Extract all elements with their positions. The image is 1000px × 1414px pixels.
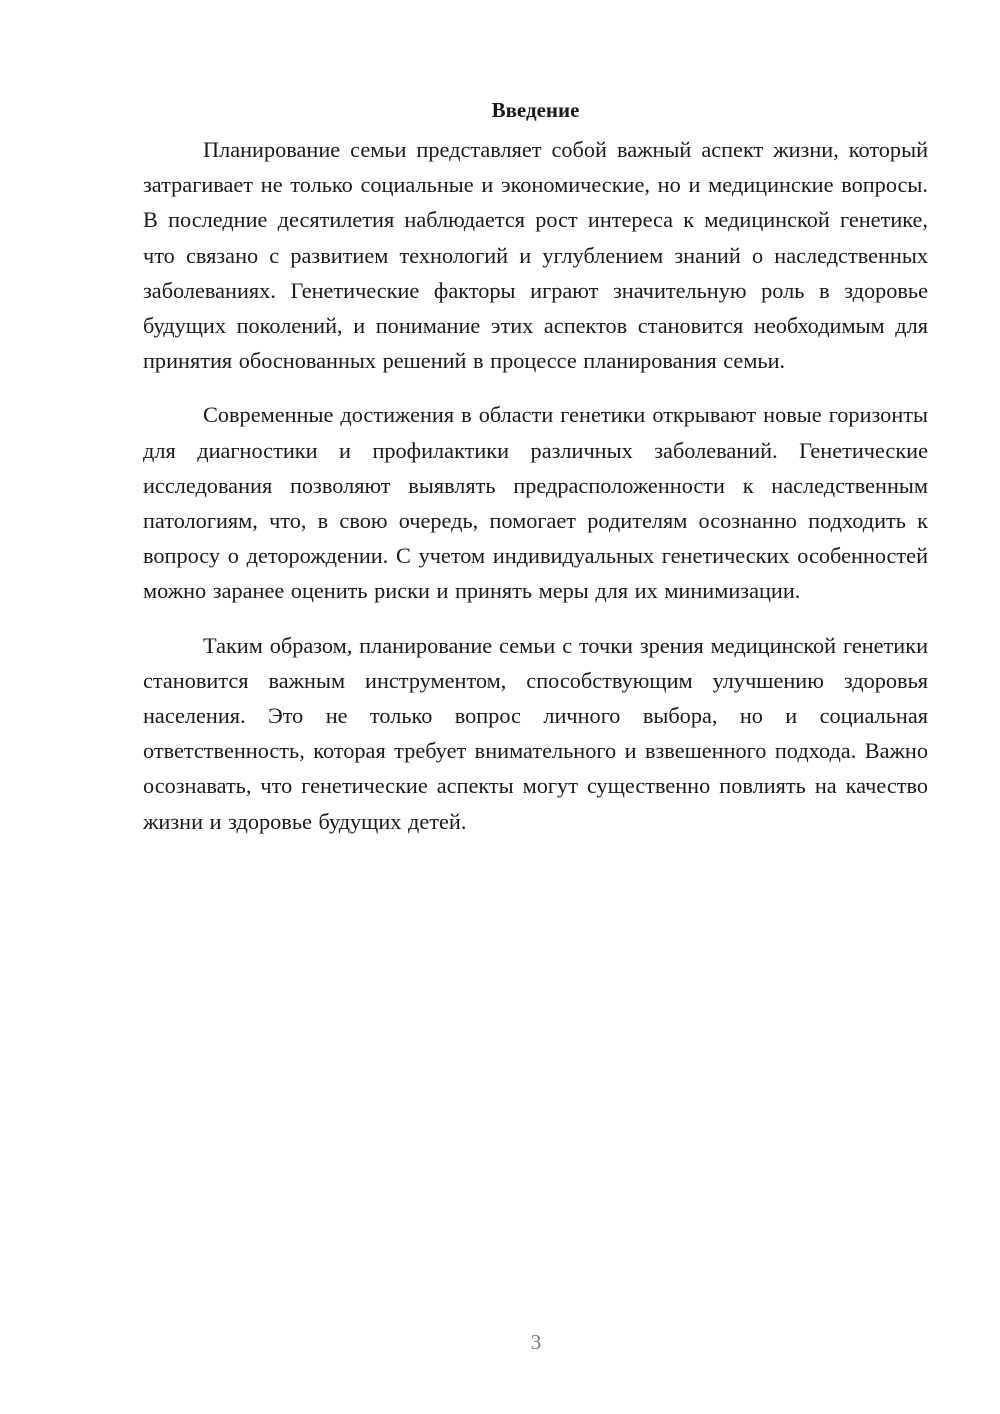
paragraph-1: Планирование семьи представляет собой важный аспект жизни, который затрагивает не только социальные и экономические, но и медицинские вопросы. В последние десятилетия наблюдается рост интереса к медицинской генетике, что связано с развитием технологий и углублением знаний о наследственных заболеваниях. Генетические факторы играют значительную роль в здоровье будущих поколений, и понимание этих аспектов становится необходимым для принятия обоснованных решений в процессе планирования семьи. [143,137,928,374]
page-content [143,92,928,839]
section-heading: Введение [491,98,580,122]
paragraph-2: Современные достижения в области генетики открывают новые горизонты для диагностики и профилактики различных заболеваний. Генетические исследования позволяют выявлять предрасположенности к наследственным патологиям, что, в свою очередь, помогает родителям осознанно подходить к вопросу о деторождении. С учетом индивидуальных генетических особенностей можно заранее оценить риски и принять меры для их минимизации. [143,402,928,604]
paragraph-3: Таким образом, планирование семьи с точки зрения медицинской генетики становится важным инструментом, способствующим улучшению здоровья населения. Это не только вопрос личного выбора, но и социальная ответственность, которая требует внимательного и взвешенного подхода. Важно осознавать, что генетические аспекты могут существенно повлиять на качество жизни и здоровье будущих детей. [143,632,928,834]
page-number: 3 [530,1330,542,1354]
